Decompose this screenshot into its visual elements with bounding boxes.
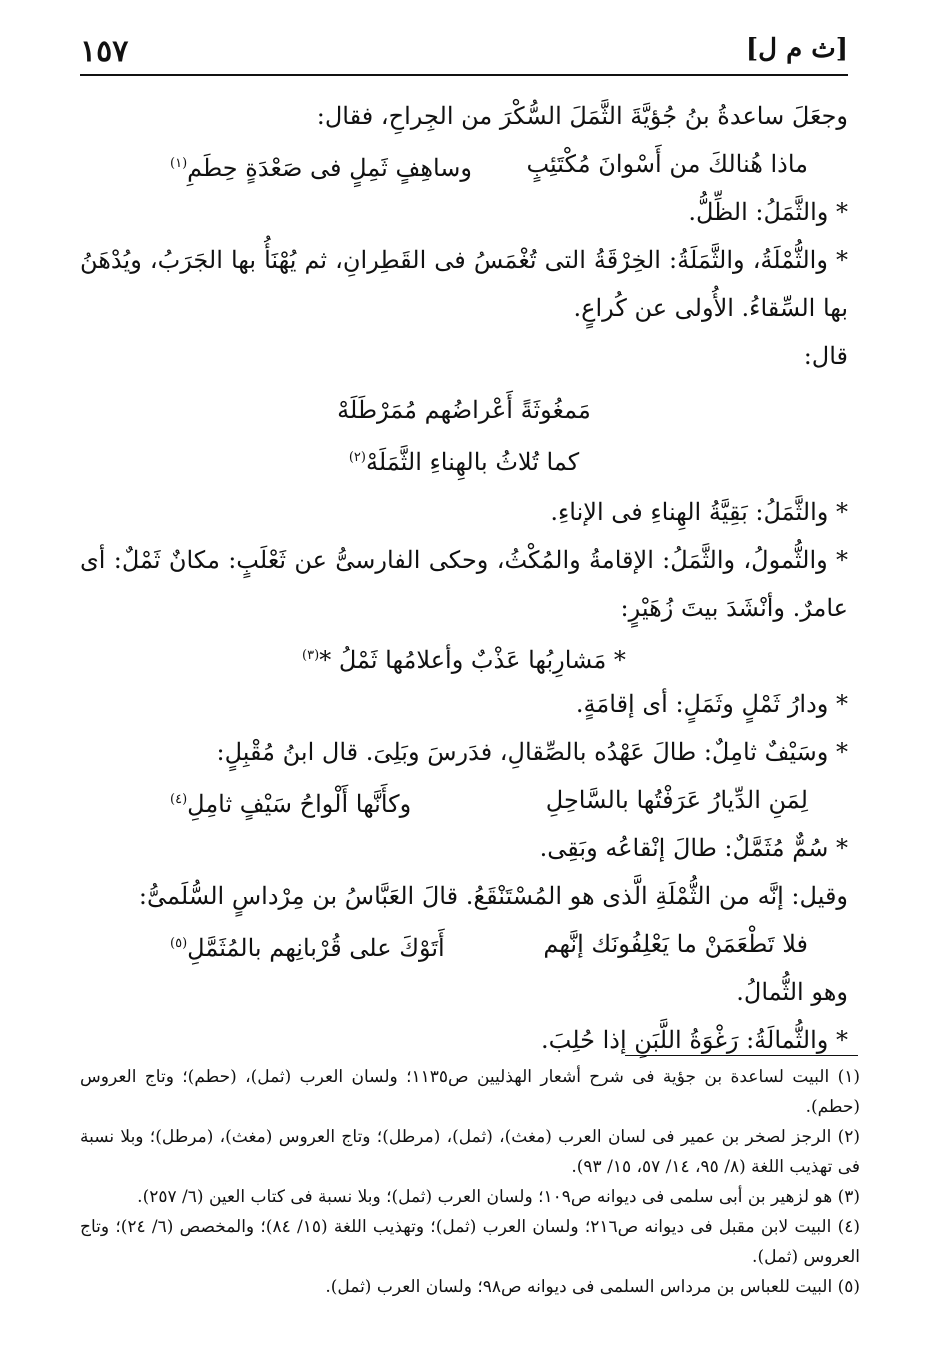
text-line: * والثُّمالَةُ: رَغْوَةُ اللَّبَنِ إذا حُلِبَ. (541, 1026, 848, 1054)
header-rule (80, 74, 848, 76)
footnote-ref: (١) (170, 156, 188, 171)
verse-hemistich-first: لِمَنِ الدِّيارُ عَرَفْتُها بالسَّاحِلِ (545, 786, 808, 814)
verse-text: وساهِفٍ ثَمِلٍ فى صَعْدَةٍ حِطَمِ (187, 154, 472, 182)
main-text (80, 92, 848, 1064)
verse-line (80, 776, 848, 824)
footnote-ref: (٢) (348, 450, 366, 465)
text-paragraph: * والثُّمْلَةُ، والثَّمَلَةُ: الخِرْقَةُ التى تُغْمَسُ فى القَطِرانِ، ثم يُهْنَأُ بها الجَرَبُ، ويُدْهَنُ بها السِّقاءُ. الأُولى عن كُراعٍ. (80, 246, 848, 322)
rajaz-line: مَمغُوثَةً أَعْراضُهم مُمَرْطَلَهْ (337, 396, 591, 424)
root-heading: [ث م ل] (745, 34, 848, 64)
text-line: قال: (803, 342, 848, 370)
verse-hemistich-second (170, 920, 445, 968)
text-line: * وسَيْفٌ ثامِلٌ: طالَ عَهْدُه بالصِّقالِ، فدَرسَ وبَلِىَ. قال ابنُ مُقْبِلٍ: (216, 738, 848, 766)
footnote-rule (625, 1055, 858, 1056)
text-line: وجعَلَ ساعدةُ بنُ جُؤيَّةَ الثَّمَلَ السُّكْرَ من الجِراحِ، فقال: (316, 102, 848, 130)
verse-text: وكأَنَّها أَلْواحُ سَيْفٍ ثامِلِ (187, 790, 412, 818)
text-paragraph: * والثُّمولُ، والثَّمَلُ: الإقامةُ والمُكْثُ، وحكى الفارسىُّ عن ثَعْلَبٍ: مكانٌ ثَمْلٌ: أى عامرٌ. وأنْشَدَ بيتَ زُهَيْرٍ: (80, 546, 848, 622)
page-header (80, 34, 848, 74)
footnote: (٥) البيت للعباس بن مرداس السلمى فى ديوانه ص٩٨؛ ولسان العرب (ثمل). (325, 1277, 860, 1297)
text-line: وهو الثُّمالُ. (736, 978, 848, 1006)
verse-hemistich-second (170, 776, 411, 824)
verse-line (80, 920, 848, 968)
footnote: (١) البيت لساعدة بن جؤية فى شرح أشعار الهذليين ص١١٣٥؛ ولسان العرب (ثمل)، (حطم)؛ وتاج العروس (حطم). (80, 1067, 860, 1117)
text-line: * والثَّمَلُ: بَقِيَّةُ الهِناءِ فى الإناءِ. (550, 498, 848, 526)
text-line: * والثَّمَلُ: الظِّلُّ. (688, 198, 848, 226)
footnote-ref: (٥) (170, 936, 188, 951)
verse-line (80, 140, 848, 188)
page-number: ١٥٧ (80, 34, 129, 69)
rajaz-line (80, 434, 848, 482)
rajaz-text: كما تُلاثُ بالهِناءِ الثَّمَلَهْ (365, 448, 580, 476)
verse-hemistich-second (170, 140, 472, 188)
footnote: (٢) الرجز لصخر بن عمير فى لسان العرب (مغث)، (ثمل)، (مرطل)؛ وتاج العروس (مغث)، (مرطل)؛ وبلا نسبة فى تهذيب اللغة (٨/ ٩٥، ١٤/ ٥٧، ١٥/ ٩٣). (80, 1127, 860, 1177)
verse-hemistich-first: ماذا هُنالكَ من أَسْوانَ مُكْتَئِبٍ (526, 150, 808, 178)
text-line: * سُمٌّ مُثَمَّلٌ: طالَ إنْقاعُه وبَقِى. (539, 834, 848, 862)
footnote-ref: (٣) (302, 648, 320, 663)
footnotes (80, 1062, 860, 1302)
footnote: (٣) هو لزهير بن أبى سلمى فى ديوانه ص١٠٩؛ ولسان العرب (ثمل)؛ وبلا نسبة فى كتاب العين (٦/ ٢٥٧). (137, 1187, 860, 1207)
verse-text: أَتَوْكَ على قُرْبانِهم بالمُثَمَّلِ (187, 934, 445, 962)
verse-text: * مَشارِبُها عَذْبٌ وأعلامُها ثَمْلُ * (319, 646, 626, 674)
verse-line (80, 632, 848, 680)
text-line: وقيل: إنَّه من الثُّمْلَةِ الَّذى هو المُسْتَنْقَعُ. قالَ العَبَّاسُ بن مِرْداسٍ السُّلَمىُّ: (138, 882, 848, 910)
footnote-ref: (٤) (170, 792, 188, 807)
verse-hemistich-first: فلا تَطْعَمَنْ ما يَعْلِفُونَك إنَّهم (543, 930, 808, 958)
text-line: * ودارُ ثَمْلٍ وثَمَلٍ: أى إقامَةٍ. (575, 690, 848, 718)
footnote: (٤) البيت لابن مقبل فى ديوانه ص٢١٦؛ ولسان العرب (ثمل)؛ وتهذيب اللغة (١٥/ ٨٤)؛ والمخصص (٦/ ٢٤)؛ وتاج العروس (ثمل). (80, 1217, 860, 1267)
